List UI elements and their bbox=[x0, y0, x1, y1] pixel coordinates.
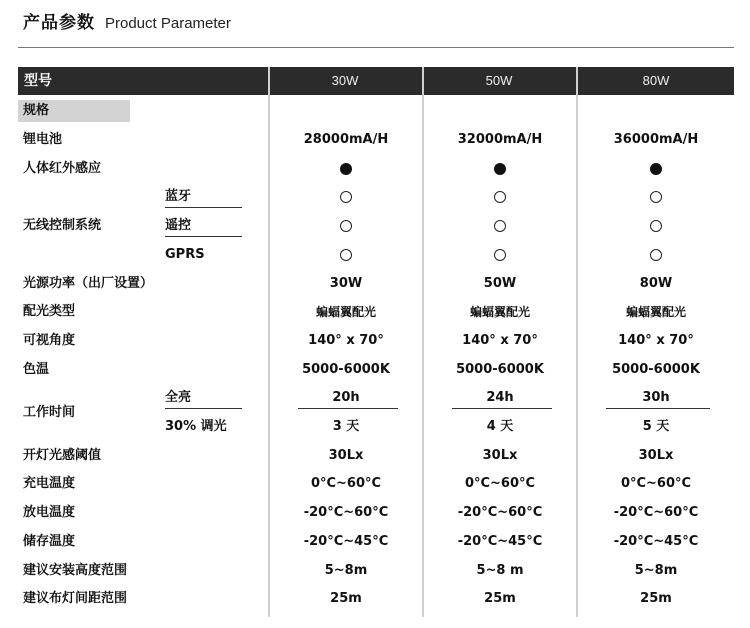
header-model-80w: 80W bbox=[642, 73, 670, 88]
cell-divider bbox=[298, 408, 398, 409]
cct-value: 5000-6000K bbox=[612, 362, 700, 377]
filled-circle-icon bbox=[650, 163, 662, 175]
filled-circle-icon bbox=[494, 163, 506, 175]
pir-label: 人体红外感应 bbox=[23, 161, 102, 176]
empty-circle-icon bbox=[650, 191, 662, 203]
wireless-2-value bbox=[270, 241, 422, 269]
discharge_temp-value: -20°C~60°C bbox=[613, 505, 699, 520]
charge_temp-value: 0°C~60°C bbox=[464, 476, 536, 491]
work-time-1-value: 3 天 bbox=[332, 419, 360, 434]
empty-circle-icon bbox=[494, 191, 506, 203]
install_height-value: 5~8m bbox=[324, 563, 368, 578]
cct-value: 5000-6000K bbox=[302, 362, 390, 377]
empty-circle-icon bbox=[340, 220, 352, 232]
battery-value: 36000mA/H bbox=[613, 132, 699, 147]
header-model-50w: 50W bbox=[485, 73, 513, 88]
sub-divider bbox=[165, 236, 242, 237]
wireless-label: 无线控制系统 bbox=[23, 218, 102, 233]
discharge_temp-value: -20°C~60°C bbox=[457, 505, 543, 520]
cct-label: 色温 bbox=[23, 362, 50, 377]
wireless-0-value bbox=[578, 183, 734, 211]
cct-value: 5000-6000K bbox=[456, 362, 544, 377]
wireless-1-value bbox=[424, 212, 576, 240]
work-time-0-value: 30h bbox=[642, 390, 670, 405]
wireless-0-value bbox=[270, 183, 422, 211]
storage_temp-label: 储存温度 bbox=[23, 534, 76, 549]
wireless-0-value bbox=[424, 183, 576, 211]
charge_temp-value: 0°C~60°C bbox=[620, 476, 692, 491]
work-time-label: 工作时间 bbox=[23, 405, 76, 420]
charge_temp-value: 0°C~60°C bbox=[310, 476, 382, 491]
storage_temp-value: -20°C~45°C bbox=[303, 534, 389, 549]
empty-circle-icon bbox=[340, 249, 352, 261]
angle-value: 140° x 70° bbox=[462, 333, 538, 348]
wireless-1-value bbox=[270, 212, 422, 240]
power-label: 光源功率（出厂设置） bbox=[23, 276, 154, 291]
spacing-value: 25m bbox=[640, 591, 672, 606]
battery-label: 锂电池 bbox=[23, 132, 63, 147]
discharge_temp-value: -20°C~60°C bbox=[303, 505, 389, 520]
pir-value bbox=[270, 155, 422, 183]
work-time-sub-label: 30% 调光 bbox=[165, 419, 227, 434]
threshold-label: 开灯光感阈值 bbox=[23, 448, 102, 463]
light_type-label: 配光类型 bbox=[23, 304, 76, 319]
sub-divider bbox=[165, 207, 242, 208]
spacing-value: 25m bbox=[484, 591, 516, 606]
wireless-2-value bbox=[578, 241, 734, 269]
work-time-sub-label: 全亮 bbox=[165, 390, 192, 405]
page-title bbox=[23, 8, 231, 34]
pir-value bbox=[424, 155, 576, 183]
threshold-value: 30Lx bbox=[328, 448, 364, 463]
empty-circle-icon bbox=[650, 249, 662, 261]
title-english: Product Parameter bbox=[105, 15, 231, 32]
spacing-value: 25m bbox=[330, 591, 362, 606]
wireless-sub-label: 蓝牙 bbox=[165, 189, 192, 204]
empty-circle-icon bbox=[494, 249, 506, 261]
title-divider bbox=[18, 47, 734, 48]
angle-value: 140° x 70° bbox=[308, 333, 384, 348]
spacing-label: 建议布灯间距范围 bbox=[23, 591, 128, 606]
header-model-label: 型号 bbox=[24, 73, 52, 89]
wireless-1-value bbox=[578, 212, 734, 240]
light_type-value: 蝙蝠翼配光 bbox=[625, 305, 686, 319]
wireless-sub-label: 遥控 bbox=[165, 218, 192, 233]
table-header bbox=[18, 67, 734, 95]
light_type-value: 蝙蝠翼配光 bbox=[315, 305, 376, 319]
wireless-2-value bbox=[424, 241, 576, 269]
storage_temp-value: -20°C~45°C bbox=[457, 534, 543, 549]
battery-value: 28000mA/H bbox=[303, 132, 389, 147]
work-time-1-value: 5 天 bbox=[642, 419, 670, 434]
section-title: 规格 bbox=[23, 103, 50, 118]
install_height-value: 5~8m bbox=[634, 563, 678, 578]
threshold-value: 30Lx bbox=[638, 448, 674, 463]
cell-divider bbox=[606, 408, 710, 409]
angle-label: 可视角度 bbox=[23, 333, 76, 348]
power-value: 50W bbox=[483, 276, 517, 291]
title-chinese: 产品参数 bbox=[23, 13, 95, 33]
work-time-0-value: 24h bbox=[486, 390, 514, 405]
install_height-value: 5~8 m bbox=[476, 563, 524, 578]
empty-circle-icon bbox=[650, 220, 662, 232]
header-model-30w: 30W bbox=[331, 73, 359, 88]
battery-value: 32000mA/H bbox=[457, 132, 543, 147]
work-time-0-value: 20h bbox=[332, 390, 360, 405]
filled-circle-icon bbox=[340, 163, 352, 175]
charge_temp-label: 充电温度 bbox=[23, 476, 76, 491]
install_height-label: 建议安装高度范围 bbox=[23, 563, 128, 578]
threshold-value: 30Lx bbox=[482, 448, 518, 463]
cell-divider bbox=[452, 408, 552, 409]
light_type-value: 蝙蝠翼配光 bbox=[469, 305, 530, 319]
power-value: 80W bbox=[639, 276, 673, 291]
empty-circle-icon bbox=[494, 220, 506, 232]
angle-value: 140° x 70° bbox=[618, 333, 694, 348]
pir-value bbox=[578, 155, 734, 183]
storage_temp-value: -20°C~45°C bbox=[613, 534, 699, 549]
work-time-1-value: 4 天 bbox=[486, 419, 514, 434]
sub-divider bbox=[165, 408, 242, 409]
power-value: 30W bbox=[329, 276, 363, 291]
empty-circle-icon bbox=[340, 191, 352, 203]
discharge_temp-label: 放电温度 bbox=[23, 505, 76, 520]
wireless-sub-label: GPRS bbox=[165, 247, 205, 262]
